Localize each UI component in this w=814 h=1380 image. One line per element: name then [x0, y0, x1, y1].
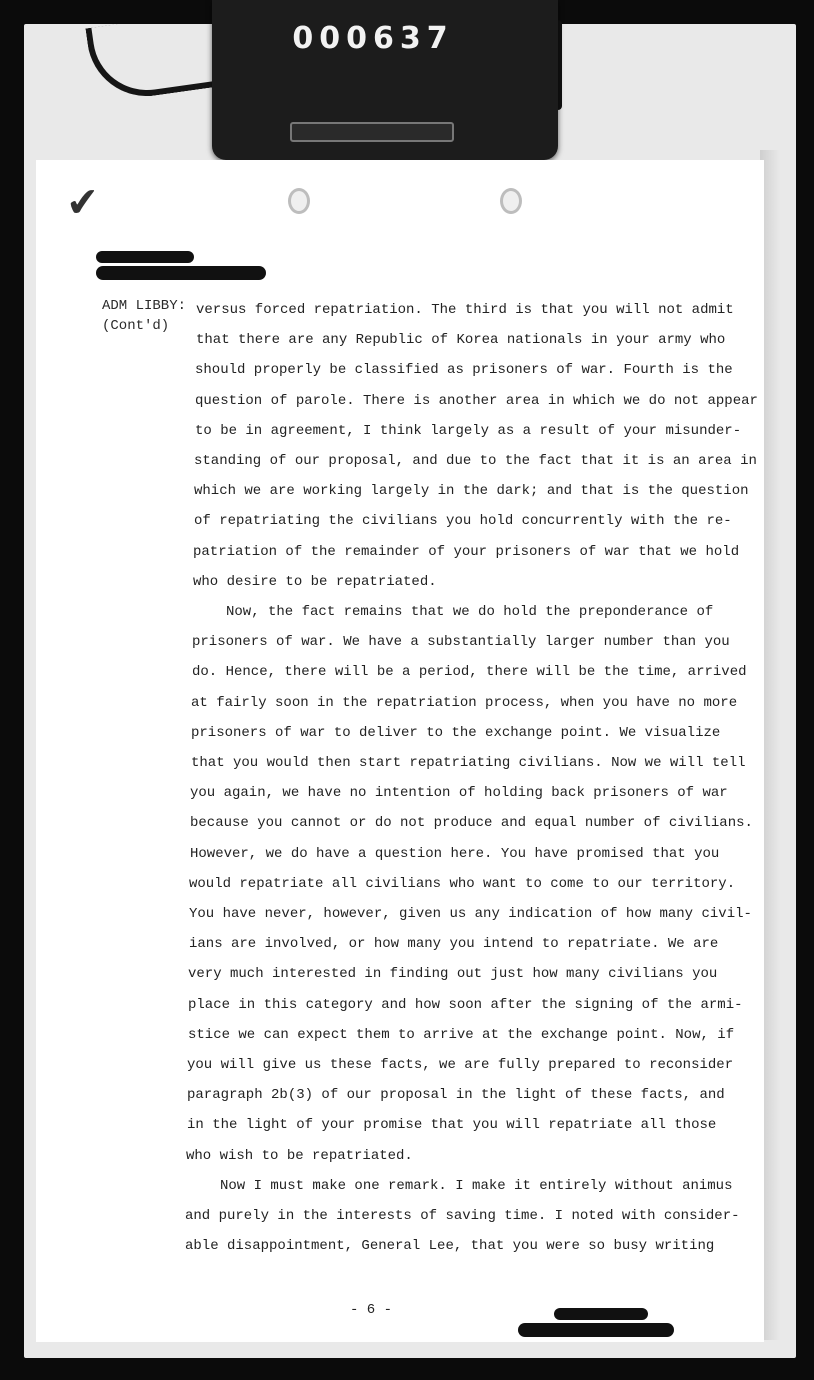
check-mark: ✔ — [64, 178, 102, 228]
speaker-continued: (Cont'd) — [102, 318, 170, 334]
transcript-line: prisoners of war to deliver to the exchange point. We visualize — [191, 725, 721, 741]
transcript-line: paragraph 2b(3) of our proposal in the light of these facts, and — [187, 1087, 725, 1103]
transcript-line: you again, we have no intention of holding back prisoners of war — [190, 785, 728, 801]
transcript-line: to be in agreement, I think largely as a result of your misunder- — [195, 423, 742, 439]
transcript-line: that there are any Republic of Korea nationals in your army who — [196, 332, 726, 348]
transcript-line: in the light of your promise that you will repatriate all those — [187, 1117, 717, 1133]
frame-counter-number: 000637 — [292, 21, 454, 56]
transcript-line: Now, the fact remains that we do hold the preponderance of — [226, 604, 714, 620]
speaker-name: ADM LIBBY: — [102, 298, 187, 314]
transcript-line: However, we do have a question here. You have promised that you — [190, 846, 720, 862]
transcript-line: stice we can expect them to arrive at the exchange point. Now, if — [188, 1027, 735, 1043]
speaker-label — [102, 296, 186, 336]
transcript-line: should properly be classified as prisoners of war. Fourth is the — [195, 362, 733, 378]
transcript-line: that you would then start repatriating civilians. Now we will tell — [191, 755, 746, 771]
transcript-line: would repatriate all civilians who want to come to our territory. — [189, 876, 736, 892]
transcript-line: of repatriating the civilians you hold concurrently with the re- — [194, 513, 732, 529]
redaction-mark-bottom-2 — [518, 1323, 674, 1337]
transcript-line: very much interested in finding out just how many civilians you — [188, 966, 718, 982]
transcript-line: standing of our proposal, and due to the fact that it is an area in — [194, 453, 757, 469]
counter-slot — [290, 122, 454, 142]
punch-hole-right — [500, 188, 522, 214]
transcript-line: you will give us these facts, we are fully prepared to reconsider — [187, 1057, 734, 1073]
transcript-line: question of parole. There is another area in which we do not appear — [195, 393, 758, 409]
transcript-line: place in this category and how soon after the signing of the armi- — [188, 997, 743, 1013]
transcript-line: patriation of the remainder of your prisoners of war that we hold — [193, 544, 740, 560]
transcript-line: able disappointment, General Lee, that you were so busy writing — [185, 1238, 715, 1254]
transcript-line: who desire to be repatriated. — [193, 574, 437, 590]
transcript-line: do. Hence, there will be a period, there will be the time, arrived — [192, 664, 747, 680]
redaction-mark-top-2 — [96, 266, 266, 280]
transcript-line: at fairly soon in the repatriation process, when you have no more — [191, 695, 738, 711]
transcript-line: versus forced repatriation. The third is that you will not admit — [196, 302, 734, 318]
transcript-line: ians are involved, or how many you intend to repatriate. We are — [189, 936, 719, 952]
redaction-mark-bottom-1 — [554, 1308, 648, 1320]
transcript-line: which we are working largely in the dark; and that is the question — [194, 483, 749, 499]
transcript-line: and purely in the interests of saving time. I noted with consider- — [185, 1208, 740, 1224]
transcript-line: Now I must make one remark. I make it entirely without animus — [220, 1178, 733, 1194]
transcript-line: because you cannot or do not produce and equal number of civilians. — [190, 815, 753, 831]
transcript-line: who wish to be repatriated. — [186, 1148, 413, 1164]
transcript-line: prisoners of war. We have a substantially larger number than you — [192, 634, 730, 650]
punch-hole-left — [288, 188, 310, 214]
page-number: - 6 - — [350, 1302, 393, 1318]
redaction-mark-top-1 — [96, 251, 194, 263]
transcript-line: You have never, however, given us any indication of how many civil- — [189, 906, 752, 922]
